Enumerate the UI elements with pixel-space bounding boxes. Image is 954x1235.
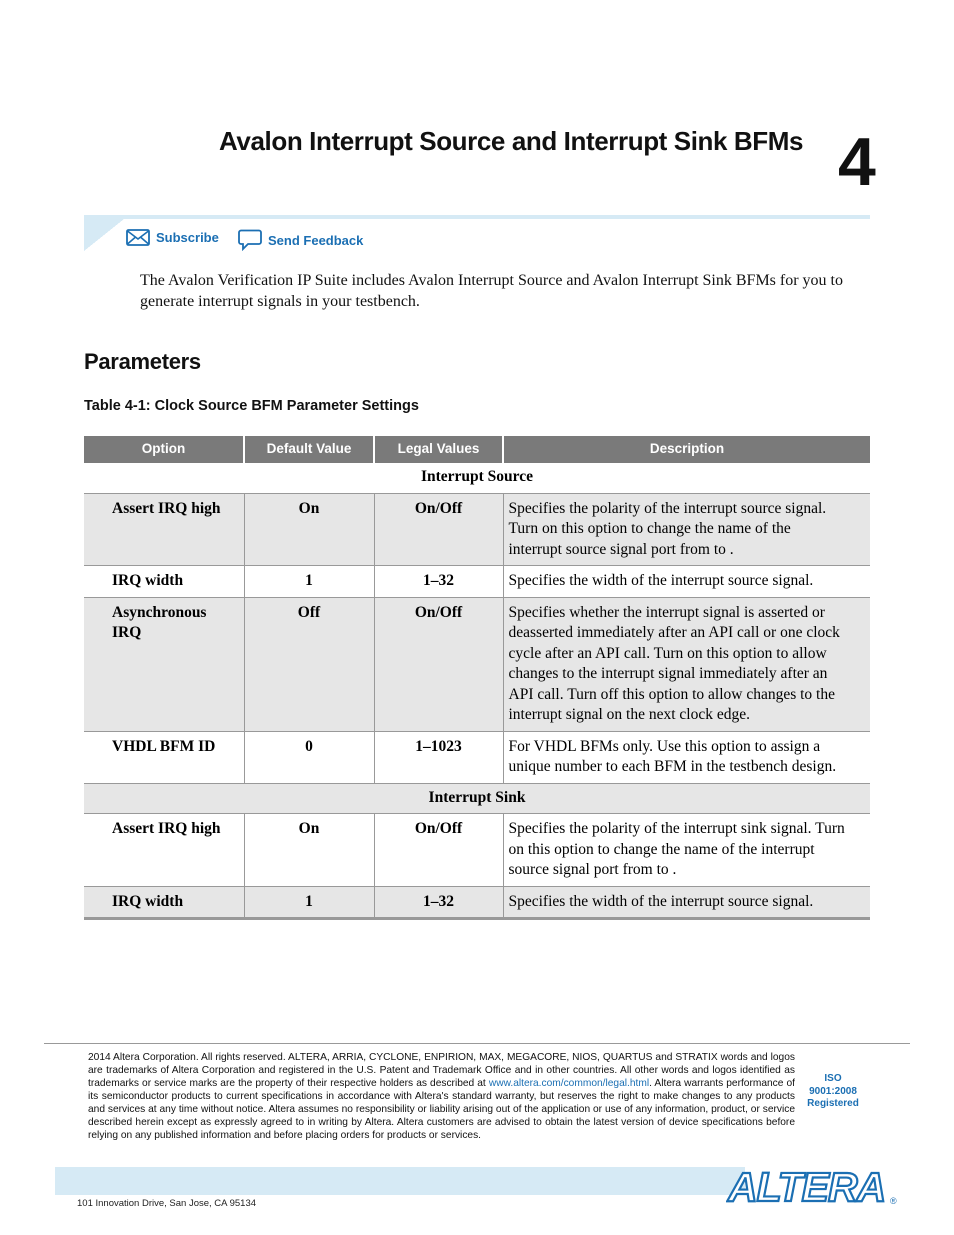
legal-cell: On/Off (374, 814, 503, 887)
table-row (84, 597, 870, 731)
group-label: Interrupt Source (420, 468, 534, 485)
legal-cell: 1–1023 (374, 731, 503, 783)
default-cell: Off (244, 597, 374, 731)
description-cell: For VHDL BFMs only. Use this option to assign a unique number to each BFM in the testbench design. (503, 731, 870, 783)
table-caption: Table 4-1: Clock Source BFM Parameter Settings (84, 398, 419, 414)
speech-bubble-icon (238, 229, 262, 251)
column-header: Option (84, 436, 244, 463)
feedback-bar-accent (84, 219, 124, 251)
altera-logo (726, 1164, 902, 1213)
option-cell: Assert IRQ high (84, 814, 244, 887)
subscribe-label: Subscribe (156, 230, 219, 245)
iso-line: Registered (807, 1098, 859, 1109)
feedback-bar (84, 215, 870, 251)
default-cell: 1 (244, 566, 374, 598)
table-row (84, 493, 870, 566)
chapter-number: 4 (838, 124, 876, 200)
default-cell: On (244, 493, 374, 566)
envelope-icon (126, 229, 150, 246)
legal-cell: On/Off (374, 597, 503, 731)
legal-notice (88, 1051, 795, 1142)
group-row-interrupt-source (84, 463, 870, 493)
option-cell: IRQ width (84, 886, 244, 919)
chapter-title: Avalon Interrupt Source and Interrupt Sink BFMs (219, 126, 804, 156)
logo-wordmark: ALTERA (728, 1164, 886, 1208)
iso-line: ISO (824, 1073, 842, 1084)
legal-cell: On/Off (374, 493, 503, 566)
default-cell: 0 (244, 731, 374, 783)
send-feedback-label: Send Feedback (268, 232, 364, 248)
default-cell: 1 (244, 886, 374, 919)
description-cell: Specifies the polarity of the interrupt sink signal. Turn on this option to change the name of the interrupt source signal port from to . (503, 814, 870, 887)
send-feedback-link[interactable] (238, 229, 363, 251)
legal-text-pre: 2014 Altera Corporation. All rights reserved. ALTERA, ARRIA, CYCLONE, ENPIRION, MAX, MEGACORE, NIOS, QUARTUS and STRATIX words and logos are trademarks of Altera Corporation and registered in the U.S. Patent and Trademark Office and in other countries. All other words and logos identified as trademarks or service marks are the property of their respective holders as described at (88, 1052, 795, 1089)
table-row (84, 566, 870, 598)
company-address: 101 Innovation Drive, San Jose, CA 95134 (77, 1198, 257, 1209)
section-heading: Parameters (84, 349, 201, 374)
parameter-table (84, 436, 870, 920)
description-cell: Specifies the polarity of the interrupt source signal. Turn on this option to change the name of the interrupt source signal port from to . (503, 493, 870, 566)
option-cell: Asynchronous IRQ (84, 597, 244, 731)
option-cell: VHDL BFM ID (84, 731, 244, 783)
legal-cell: 1–32 (374, 566, 503, 598)
legal-link[interactable]: www.altera.com/common/legal.html (488, 1078, 650, 1089)
iso-line: 9001:2008 (809, 1085, 857, 1097)
table-row (84, 814, 870, 887)
table-row (84, 886, 870, 919)
iso-badge (800, 1073, 866, 1111)
legal-text-post: . Altera warrants performance of its semiconductor products to current specifications in accordance with Altera's standard warranty, but reserves the right to make changes to any products and services at any time without notice. Altera assumes no responsibility or liability arising out of the application or use of any information, product, or service described herein except as expressly agreed to in writing by Altera. Altera customers are advised to obtain the latest version of device specifications before relying on any published information and before placing orders for products or services. (88, 1078, 796, 1141)
intro-paragraph: The Avalon Verification IP Suite includes Avalon Interrupt Source and Avalon Interrupt Sink BFMs for you to generate interrupt signals in your testbench. (140, 272, 843, 310)
subscribe-link[interactable] (126, 229, 219, 246)
description-cell: Specifies the width of the interrupt source signal. (503, 886, 870, 919)
description-cell: Specifies the width of the interrupt source signal. (503, 566, 870, 598)
option-cell: Assert IRQ high (84, 493, 244, 566)
footer-divider (44, 1043, 910, 1044)
default-cell: On (244, 814, 374, 887)
table-row (84, 731, 870, 783)
description-cell: Specifies whether the interrupt signal is asserted or deasserted immediately after an API call or one clock cycle after an API call. Turn on this option to allow changes to the interrupt signal immediately after an API call. Turn off this option to allow changes to the interrupt signal on the next clock edge. (503, 597, 870, 731)
legal-cell: 1–32 (374, 886, 503, 919)
column-header: Legal Values (374, 436, 503, 463)
registered-mark: ® (890, 1196, 897, 1206)
column-header: Default Value (244, 436, 374, 463)
group-row-interrupt-sink (84, 783, 870, 814)
option-cell: IRQ width (84, 566, 244, 598)
table-header-row (84, 436, 870, 463)
group-label: Interrupt Sink (84, 783, 870, 814)
footer-band (55, 1167, 745, 1195)
column-header: Description (503, 436, 870, 463)
